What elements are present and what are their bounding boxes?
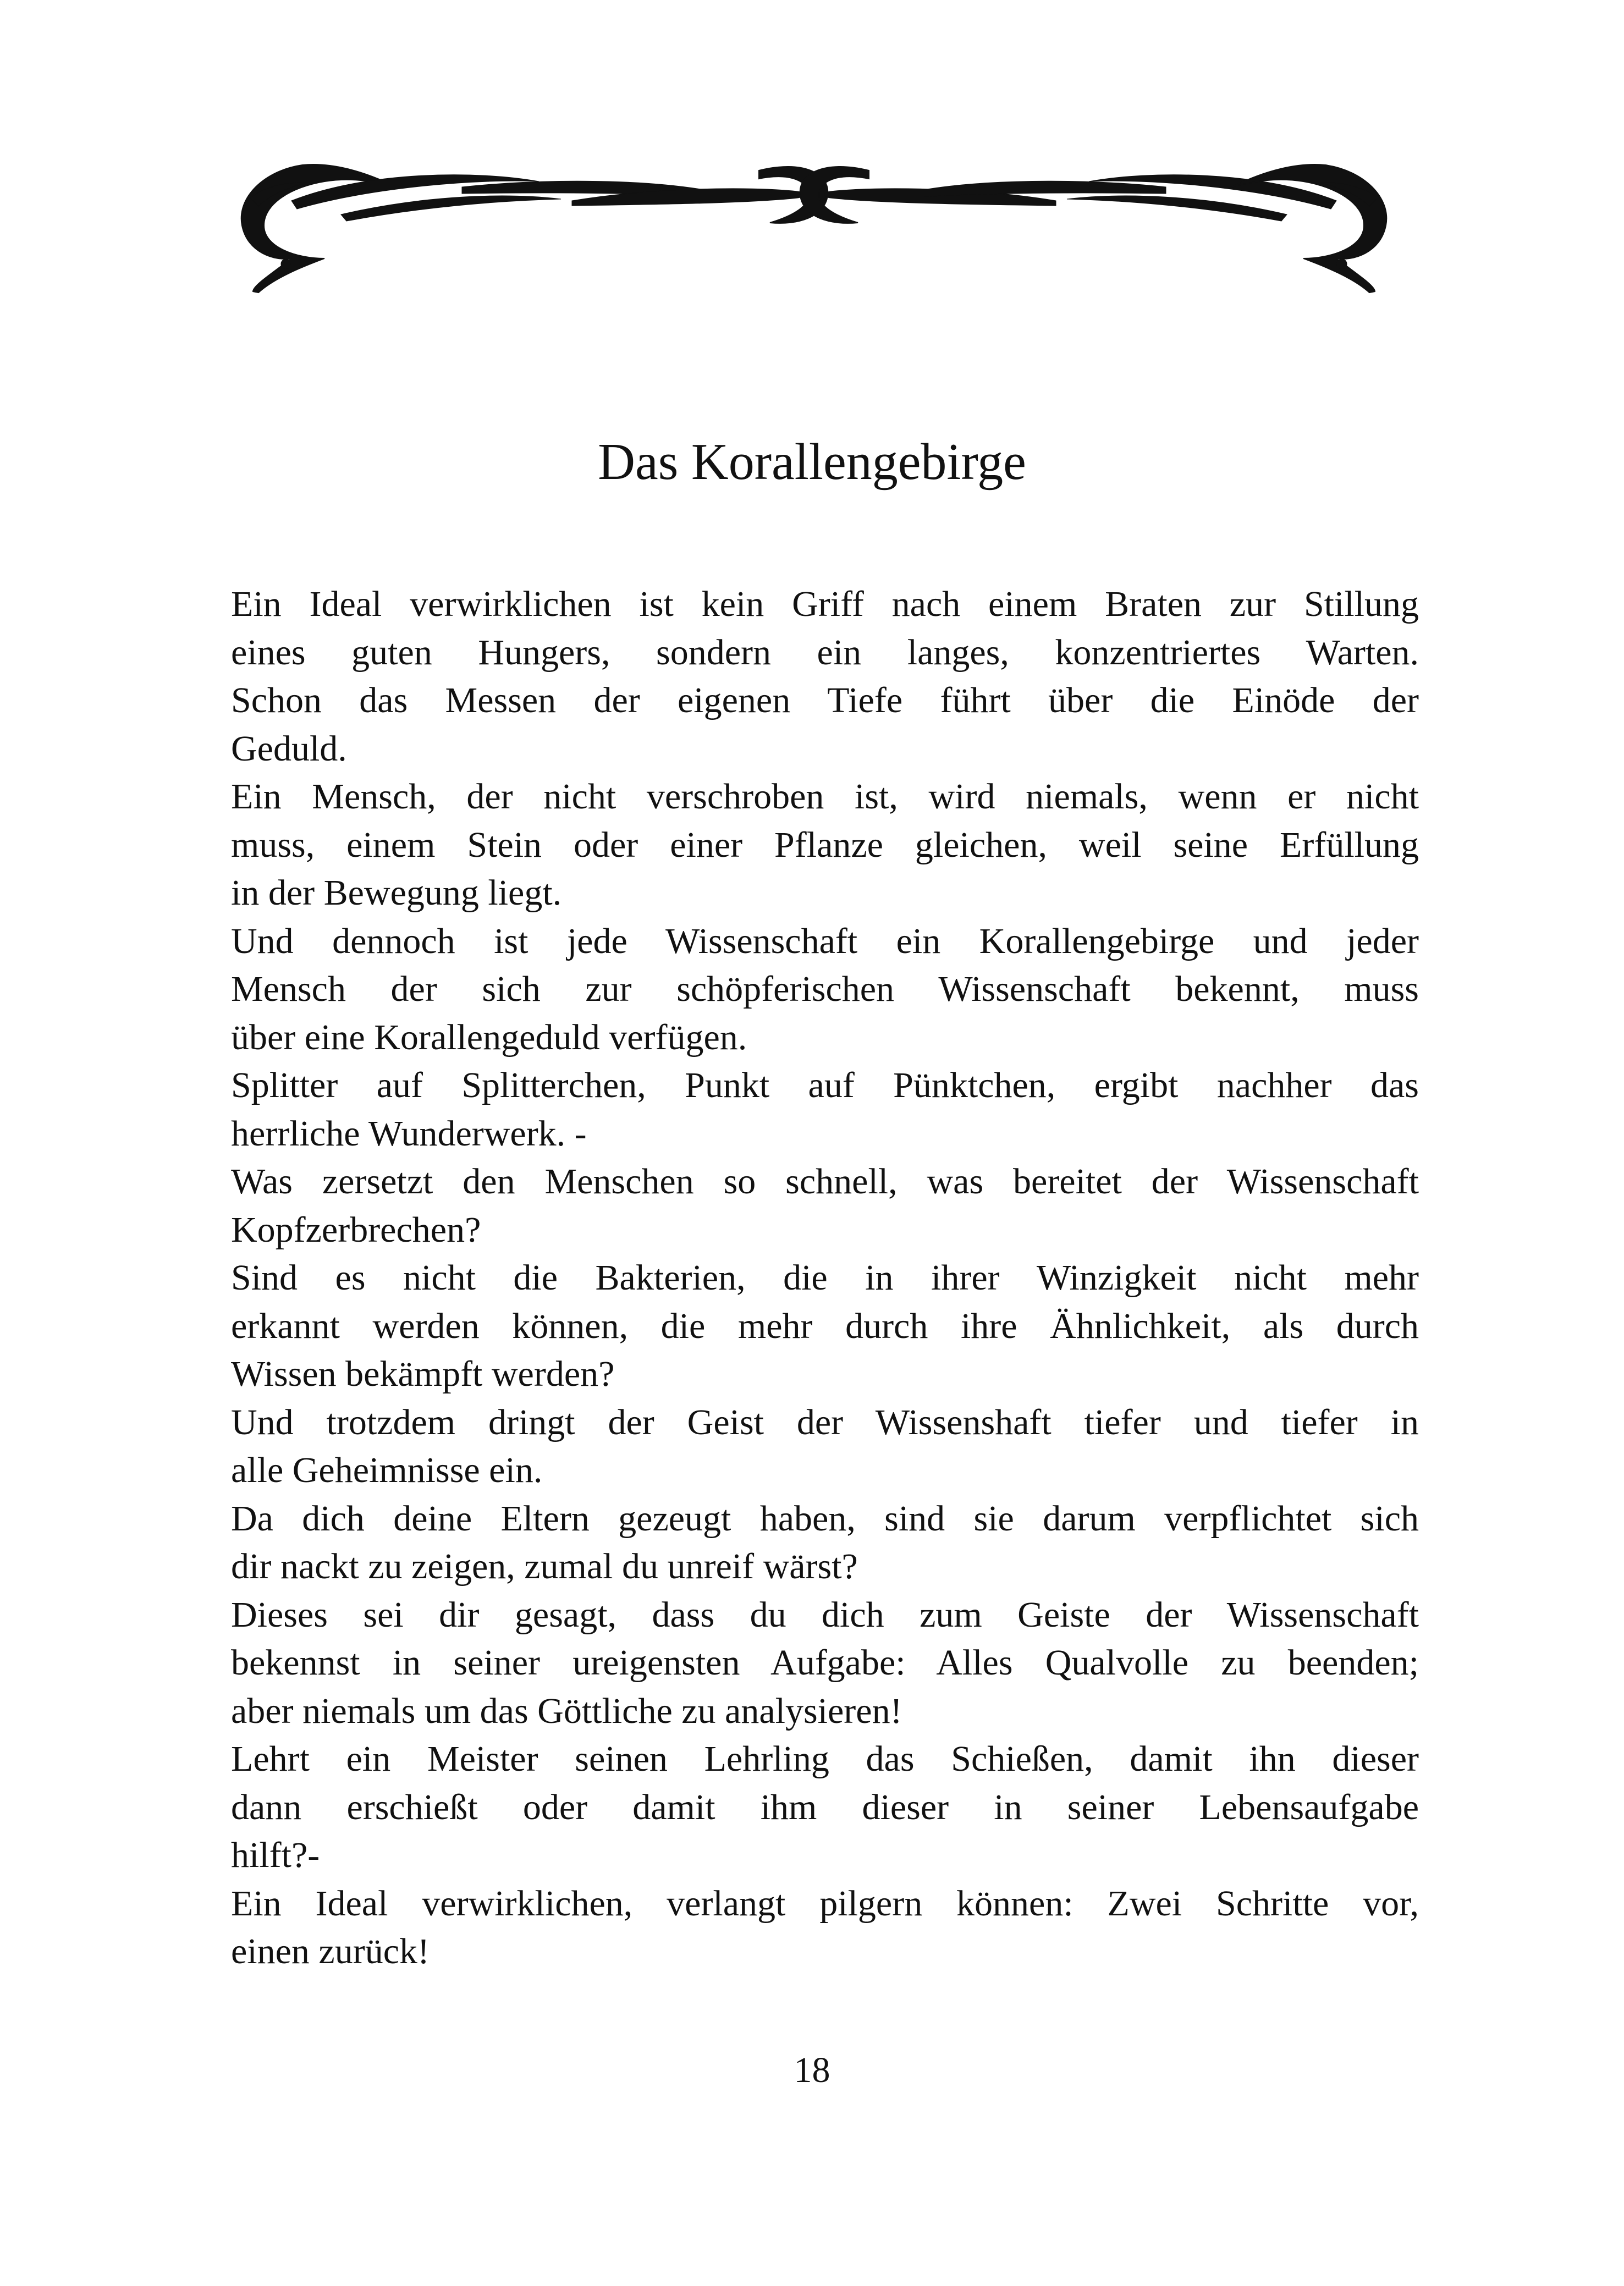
text-line: Ein Mensch, der nicht verschroben ist, wird niemals, wenn er nicht	[231, 776, 1419, 817]
text-line: Sind es nicht die Bakterien, die in ihrer Winzigkeit nicht mehr	[231, 1258, 1419, 1298]
page-number: 18	[794, 2050, 830, 2090]
text-line: Schon das Messen der eigenen Tiefe führt über die Einöde der	[231, 680, 1419, 720]
text-line: Ein Ideal verwirklichen, verlangt pilgern können: Zwei Schritte vor,	[231, 1883, 1419, 1924]
body-text	[231, 580, 1419, 1976]
text-line: Kopfzerbrechen?	[231, 1209, 481, 1250]
text-line: herrliche Wunderwerk. -	[231, 1113, 587, 1154]
text-line: Wissen bekämpft werden?	[231, 1354, 615, 1394]
text-line: dir nackt zu zeigen, zumal du unreif wärst?	[231, 1546, 858, 1587]
text-line: über eine Korallengeduld verfügen.	[231, 1017, 747, 1057]
text-line: Und dennoch ist jede Wissenschaft ein Korallengebirge und jeder	[231, 921, 1419, 961]
text-line: alle Geheimnisse ein.	[231, 1450, 543, 1490]
text-line: eines guten Hungers, sondern ein langes, konzentriertes Warten.	[231, 632, 1419, 673]
art-nouveau-scroll-ornament-icon	[231, 148, 1397, 297]
text-line: Dieses sei dir gesagt, dass du dich zum Geiste der Wissenschaft	[231, 1594, 1419, 1635]
text-line: Und trotzdem dringt der Geist der Wissenshaft tiefer und tiefer in	[231, 1402, 1419, 1442]
text-line: dann erschießt oder damit ihm dieser in seiner Lebensaufgabe	[231, 1787, 1419, 1827]
page-title: Das Korallengebirge	[598, 433, 1026, 491]
text-line: muss, einem Stein oder einer Pflanze gleichen, weil seine Erfüllung	[231, 824, 1419, 865]
text-line: Lehrt ein Meister seinen Lehrling das Schießen, damit ihn dieser	[231, 1739, 1419, 1779]
text-line: Mensch der sich zur schöpferischen Wissenschaft bekennt, muss	[231, 969, 1419, 1009]
text-line: hilft?-	[231, 1835, 320, 1875]
text-line: aber niemals um das Göttliche zu analysieren!	[231, 1690, 902, 1731]
text-line: erkannt werden können, die mehr durch ihre Ähnlichkeit, als durch	[231, 1306, 1419, 1346]
text-line: einen zurück!	[231, 1931, 430, 1971]
text-line: Was zersetzt den Menschen so schnell, was bereitet der Wissenschaft	[231, 1161, 1419, 1202]
text-line: Ein Ideal verwirklichen ist kein Griff nach einem Braten zur Stillung	[231, 584, 1419, 624]
text-line: Geduld.	[231, 728, 347, 769]
text-line: bekennst in seiner ureigensten Aufgabe: Alles Qualvolle zu beenden;	[231, 1643, 1419, 1683]
text-line: Da dich deine Eltern gezeugt haben, sind sie darum verpflichtet sich	[231, 1498, 1419, 1539]
text-line: Splitter auf Splitterchen, Punkt auf Pünktchen, ergibt nachher das	[231, 1065, 1419, 1105]
text-line: in der Bewegung liegt.	[231, 873, 562, 913]
